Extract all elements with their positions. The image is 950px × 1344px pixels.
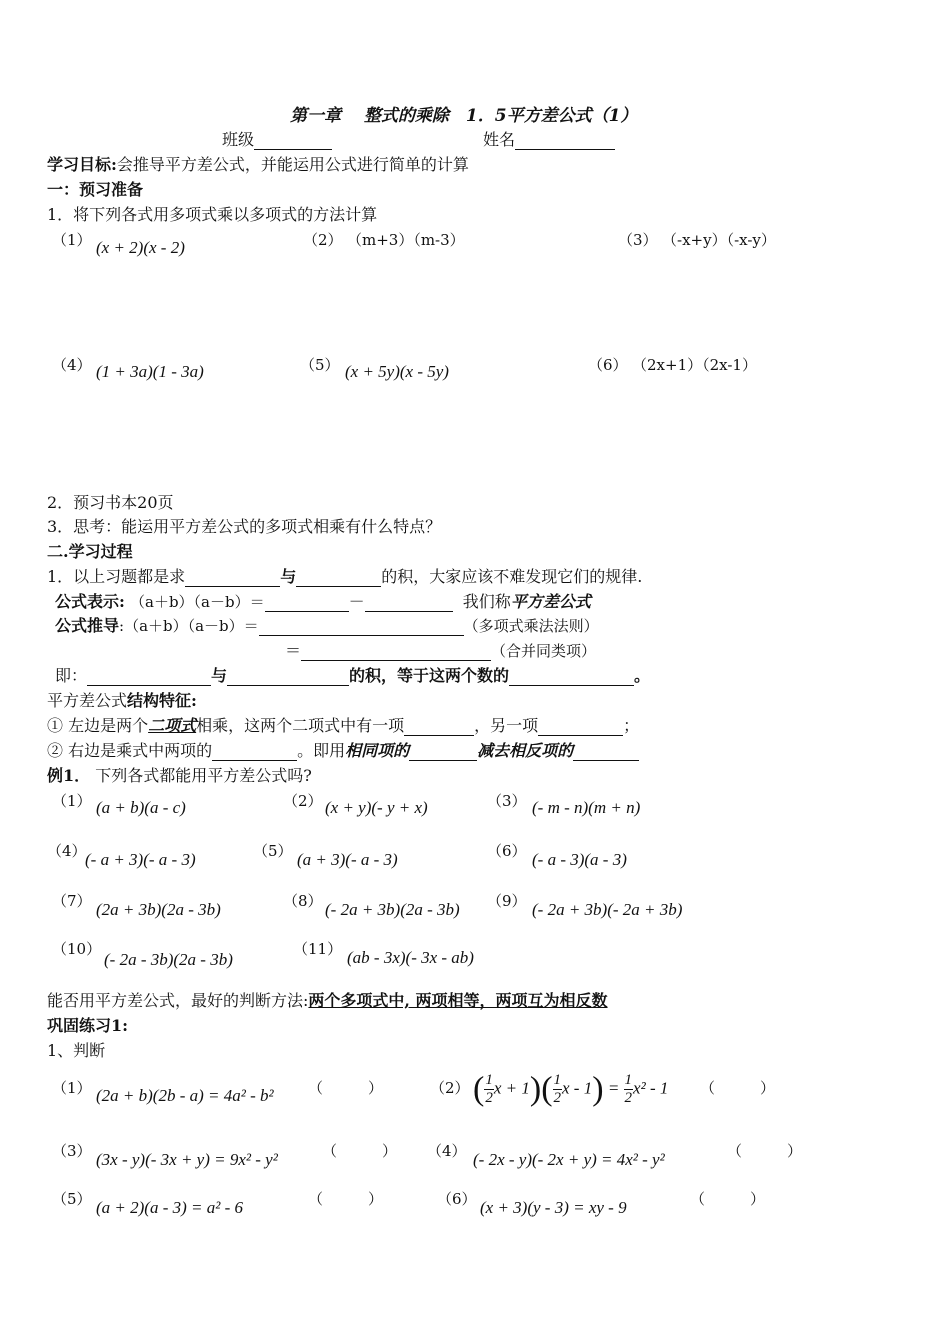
ex-item-3-num: （3）: [487, 792, 527, 810]
goal-label: 学习目标:: [47, 155, 117, 174]
formula-expr: （a＋b）（a－b）＝: [130, 593, 265, 611]
f1-text-c: 相乘，这两个二项式中有一项: [196, 716, 405, 735]
line1-text-b: 与: [280, 567, 297, 586]
frac-numerator: 1: [485, 1072, 493, 1088]
f1-blank-1[interactable]: [404, 719, 474, 736]
ex-item-2-num: （2）: [283, 792, 323, 810]
pr-item-5-blank[interactable]: （ ）: [308, 1190, 384, 1208]
ex-item-11-expr: (ab - 3x)(- 3x - ab): [347, 948, 474, 967]
ex-item-11-num: （11）: [293, 940, 343, 958]
ex-item-9-expr: (- 2a + 3b)(- 2a + 3b): [532, 900, 683, 919]
pr-item-4-num: （4）: [427, 1142, 467, 1160]
formula-name: 平方差公式: [510, 592, 591, 611]
f2-blank-2[interactable]: [409, 744, 477, 761]
pre-item-4-expr: (1 + 3a)(1 - 3a): [96, 362, 204, 381]
derive-blank-1[interactable]: [259, 619, 464, 636]
pr-item-3-blank[interactable]: （ ）: [322, 1142, 398, 1160]
f1-text-d: ，另一项: [474, 716, 539, 735]
pre-item-3-expr: （-x+y）（-x-y）: [662, 231, 776, 249]
ie-blank-2[interactable]: [227, 669, 349, 686]
ex-item-7-expr: (2a + 3b)(2a - 3b): [96, 900, 221, 919]
f1-blank-2[interactable]: [538, 719, 623, 736]
judge-method-rule: 两个多项式中, 两项相等，两项互为相反数: [308, 991, 608, 1010]
f2-text-b: 。即用: [297, 741, 346, 760]
page-title: 第一章 整式的乘除 1．5平方差公式（1）: [290, 106, 638, 126]
ex-item-6-expr: (- a - 3)(a - 3): [532, 850, 627, 869]
ex-item-1-num: （1）: [52, 792, 92, 810]
pre-item-6-num: （6）: [588, 356, 628, 374]
pre-item-4-num: （4）: [52, 356, 92, 374]
f2-text-c: 相同项的: [345, 741, 410, 760]
example1-heading: 例1．: [47, 766, 91, 785]
f1-text-e: ；: [623, 716, 640, 735]
practice-heading: 巩固练习1:: [47, 1016, 129, 1035]
f2-text-a: ② 右边是乘式中两项的: [47, 741, 213, 760]
pr-item-5-expr: (a + 2)(a - 3) = a² - 6: [96, 1198, 244, 1217]
formula-blank-1[interactable]: [265, 595, 349, 612]
derive-note1: （多项式乘法法则）: [463, 617, 599, 635]
formula-label: 公式表示:: [55, 592, 125, 611]
ex-item-1-expr: (a + b)(a - c): [96, 798, 186, 817]
pr-item-6-blank[interactable]: （ ）: [690, 1190, 766, 1208]
line1-text-a: 1．以上习题都是求: [47, 567, 186, 586]
pr-item-4-blank[interactable]: （ ）: [727, 1142, 803, 1160]
pr-item-6-expr: (x + 3)(y - 3) = xy - 9: [480, 1198, 627, 1217]
ex-item-10-expr: (- 2a - 3b)(2a - 3b): [104, 950, 233, 969]
derive-line-2: [285, 638, 596, 661]
f2-blank-3[interactable]: [573, 744, 639, 761]
derive-note2: （合并同类项）: [491, 642, 597, 660]
ex-item-9-num: （9）: [487, 892, 527, 910]
section1-q1: 1．将下列各式用多项式乘以多项式的方法计算: [47, 205, 378, 224]
section1-q2: 2．预习书本20页: [47, 493, 174, 512]
ex-item-3-expr: (- m - n)(m + n): [532, 798, 641, 817]
frac-denominator: 2: [485, 1090, 493, 1106]
pre-item-2-expr: （m+3）（m-3）: [347, 231, 465, 249]
ie-line: [55, 663, 650, 686]
frac-denominator: 2: [553, 1090, 562, 1106]
close-paren: ): [592, 1070, 604, 1108]
pr-item-3-expr: (3x - y)(- 3x + y) = 9x² - y²: [96, 1150, 278, 1169]
ex-item-4-num: （4）: [47, 842, 87, 860]
fraction-half: [553, 1072, 563, 1107]
section1-heading: 一：预习准备: [47, 180, 144, 199]
formula-line: [55, 589, 591, 612]
derive-expr: :（a＋b）（a－b）＝: [119, 617, 259, 635]
pre-item-6-expr: （2x+1）（2x-1）: [632, 356, 757, 374]
judge-method: [47, 988, 608, 1011]
goal-text: 会推导平方差公式，并能运用公式进行简单的计算: [116, 155, 469, 174]
pr-item-1-num: （1）: [52, 1079, 92, 1097]
pre-item-3-num: （3）: [618, 231, 658, 249]
ex-item-8-num: （8）: [283, 892, 323, 910]
pr-item-1-blank[interactable]: （ ）: [308, 1079, 384, 1097]
pr-item-1-expr: (2a + b)(2b - a) = 4a² - b²: [96, 1086, 274, 1105]
open-paren: (: [473, 1070, 485, 1108]
ex-item-10-num: （10）: [52, 940, 102, 958]
f2-text-d: 减去相反项的: [477, 741, 574, 760]
feature-1: [47, 713, 639, 736]
pre-item-5-num: （5）: [300, 356, 340, 374]
pre-item-1-num: （1）: [52, 231, 92, 249]
ex-item-4-expr: (- a + 3)(- a - 3): [85, 850, 196, 869]
pr-item-2-expr: ( $\frac{1}{2}$ x + 1)( $\frac{1}{2}$ x - 1) = $\frac{1}{2}$ x² - 1: [473, 1070, 669, 1108]
frac-numerator: 1: [624, 1072, 633, 1088]
derive-blank-2[interactable]: [301, 644, 491, 661]
feature-text-b: 结构特征:: [127, 691, 197, 710]
name-field[interactable]: [483, 127, 615, 150]
example1-text: 下列各式都能用平方差公式吗?: [95, 766, 312, 785]
ex-item-8-expr: (- 2a + 3b)(2a - 3b): [325, 900, 460, 919]
line1-text-c: 的积，大家应该不难发现它们的规律.: [381, 567, 643, 586]
ex-item-2-expr: (x + y)(- y + x): [325, 798, 428, 817]
pr-item-6-num: （6）: [437, 1190, 477, 1208]
feature-line: [47, 688, 197, 711]
section2-heading: 二.学习过程: [47, 542, 133, 561]
formula-minus: －: [348, 592, 365, 611]
example1-line: [47, 763, 312, 786]
derive-label: 公式推导: [55, 616, 120, 635]
ie-text-d: 。: [634, 666, 651, 685]
ex-item-6-num: （6）: [487, 842, 527, 860]
ex-item-7-num: （7）: [52, 892, 92, 910]
frac-denominator: 2: [624, 1090, 633, 1106]
judge-method-label: 能否用平方差公式，最好的判断方法:: [47, 991, 309, 1010]
f1-text-b: 二项式: [148, 716, 197, 735]
section1-q3: 3．思考：能运用平方差公式的多项式相乘有什么特点？: [47, 517, 442, 536]
pr-item-5-num: （5）: [52, 1190, 92, 1208]
line1-blank-1[interactable]: [185, 570, 280, 587]
ie-text-c: 的积，等于这两个数的: [349, 666, 510, 685]
class-blank[interactable]: [254, 133, 332, 150]
pre-item-5-expr: (x + 5y)(x - 5y): [345, 362, 449, 381]
ie-blank-1[interactable]: [87, 669, 211, 686]
name-label: 姓名: [483, 130, 516, 149]
fraction-half: [624, 1072, 634, 1107]
frac-numerator: 1: [553, 1072, 562, 1088]
pr-item-3-num: （3）: [52, 1142, 92, 1160]
close-paren: ): [529, 1070, 542, 1108]
practice-sub: 1、判断: [47, 1041, 106, 1060]
class-label: 班级: [222, 130, 255, 149]
derive-line: [55, 613, 599, 636]
line1-blank-2[interactable]: [296, 570, 381, 587]
formula-blank-2[interactable]: [365, 595, 453, 612]
f2-blank-1[interactable]: [212, 744, 297, 761]
f1-text-a: ① 左边是两个: [47, 716, 149, 735]
fraction-half: [484, 1072, 494, 1107]
pre-item-2-num: （2）: [303, 231, 343, 249]
name-blank[interactable]: [515, 133, 615, 150]
ex-item-5-expr: (a + 3)(- a - 3): [297, 850, 398, 869]
learning-goal: [47, 152, 469, 175]
ex-item-5-num: （5）: [253, 842, 293, 860]
ie-text-a: 即：: [55, 666, 88, 685]
ie-text-b: 与: [211, 666, 228, 685]
section2-line1: [47, 564, 642, 587]
feature-text-a: 平方差公式: [47, 691, 128, 710]
pr-item-2-blank[interactable]: （ ）: [700, 1079, 776, 1097]
formula-call: 我们称: [462, 592, 511, 611]
feature-2: [47, 738, 639, 761]
pr-item-2-num: （2）: [430, 1079, 470, 1097]
class-field[interactable]: [222, 127, 332, 150]
open-paren: (: [541, 1070, 553, 1108]
ie-blank-3[interactable]: [509, 669, 634, 686]
pr-item-4-expr: (- 2x - y)(- 2x + y) = 4x² - y²: [473, 1150, 665, 1169]
pre-item-1-expr: (x + 2)(x - 2): [96, 238, 185, 257]
derive-eq: ＝: [285, 641, 302, 660]
